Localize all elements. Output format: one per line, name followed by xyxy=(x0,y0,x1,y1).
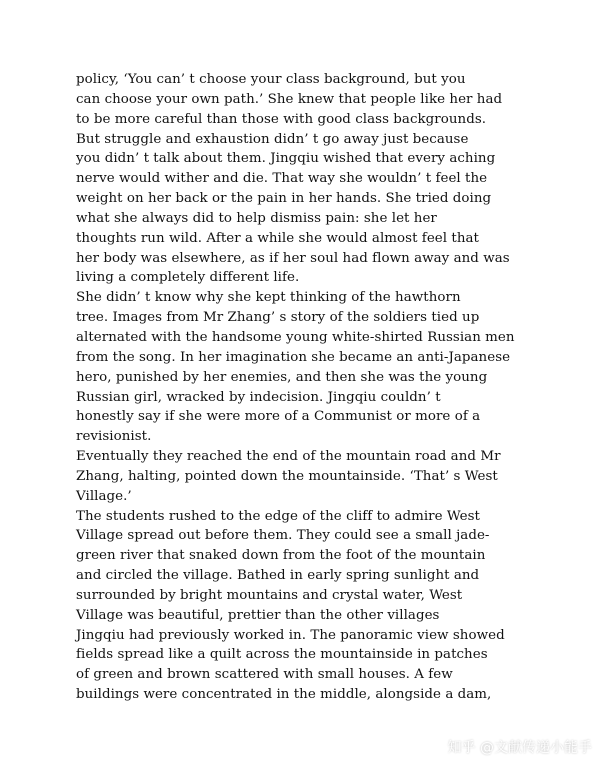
text-line: you didn’ t talk about them. Jingqiu wished that every aching xyxy=(76,151,496,167)
text-line: But struggle and exhaustion didn’ t go away just because xyxy=(76,131,469,147)
text-line: and circled the village. Bathed in early spring sunlight and xyxy=(76,568,480,584)
text-line: nerve would wither and die. That way she wouldn’ t feel the xyxy=(76,171,488,187)
text-line: Village spread out before them. They could see a small jade- xyxy=(76,528,490,544)
text-line: from the song. In her imagination she became an anti-Japanese xyxy=(76,349,511,365)
text-line: honestly say if she were more of a Communist or more of a xyxy=(76,409,481,425)
watermark: 知乎 @文献传递小能手 xyxy=(447,740,592,756)
text-line: of green and brown scattered with small houses. A few xyxy=(76,667,453,683)
text-line: surrounded by bright mountains and crystal water, West xyxy=(76,587,463,603)
text-line: green river that snaked down from the foot of the mountain xyxy=(76,548,486,564)
text-line: can choose your own path.’ She knew that people like her had xyxy=(76,91,503,107)
text-line: living a completely different life. xyxy=(76,270,300,286)
text-line: weight on her back or the pain in her hands. She tried doing xyxy=(76,191,492,207)
text-line: Eventually they reached the end of the mountain road and Mr xyxy=(76,449,501,465)
text-line: Russian girl, wracked by indecision. Jingqiu couldn’ t xyxy=(76,389,441,405)
text-line: thoughts run wild. After a while she would almost feel that xyxy=(76,230,479,246)
text-line: Zhang, halting, pointed down the mountainside. ‘That’ s West xyxy=(76,468,498,484)
text-line: revisionist. xyxy=(76,429,152,445)
document-body xyxy=(76,70,536,705)
text-line: hero, punished by her enemies, and then she was the young xyxy=(76,369,488,385)
text-line: The students rushed to the edge of the cliff to admire West xyxy=(76,508,480,524)
text-line: to be more careful than those with good class backgrounds. xyxy=(76,111,487,127)
text-line: her body was elsewhere, as if her soul had flown away and was xyxy=(76,250,510,266)
text-line: what she always did to help dismiss pain: she let her xyxy=(76,210,437,226)
text-line: Jingqiu had previously worked in. The panoramic view showed xyxy=(76,627,505,643)
text-line: fields spread like a quilt across the mountainside in patches xyxy=(76,647,488,663)
text-line: She didn’ t know why she kept thinking of the hawthorn xyxy=(76,290,461,306)
text-line: tree. Images from Mr Zhang’ s story of the soldiers tied up xyxy=(76,310,480,326)
text-line: Village was beautiful, prettier than the other villages xyxy=(76,607,440,623)
text-line: buildings were concentrated in the middle, alongside a dam, xyxy=(76,687,492,703)
text-line: alternated with the handsome young white-shirted Russian men xyxy=(76,329,515,345)
text-line: Village.’ xyxy=(76,488,132,504)
text-line: policy, ‘You can’ t choose your class background, but you xyxy=(76,72,466,87)
